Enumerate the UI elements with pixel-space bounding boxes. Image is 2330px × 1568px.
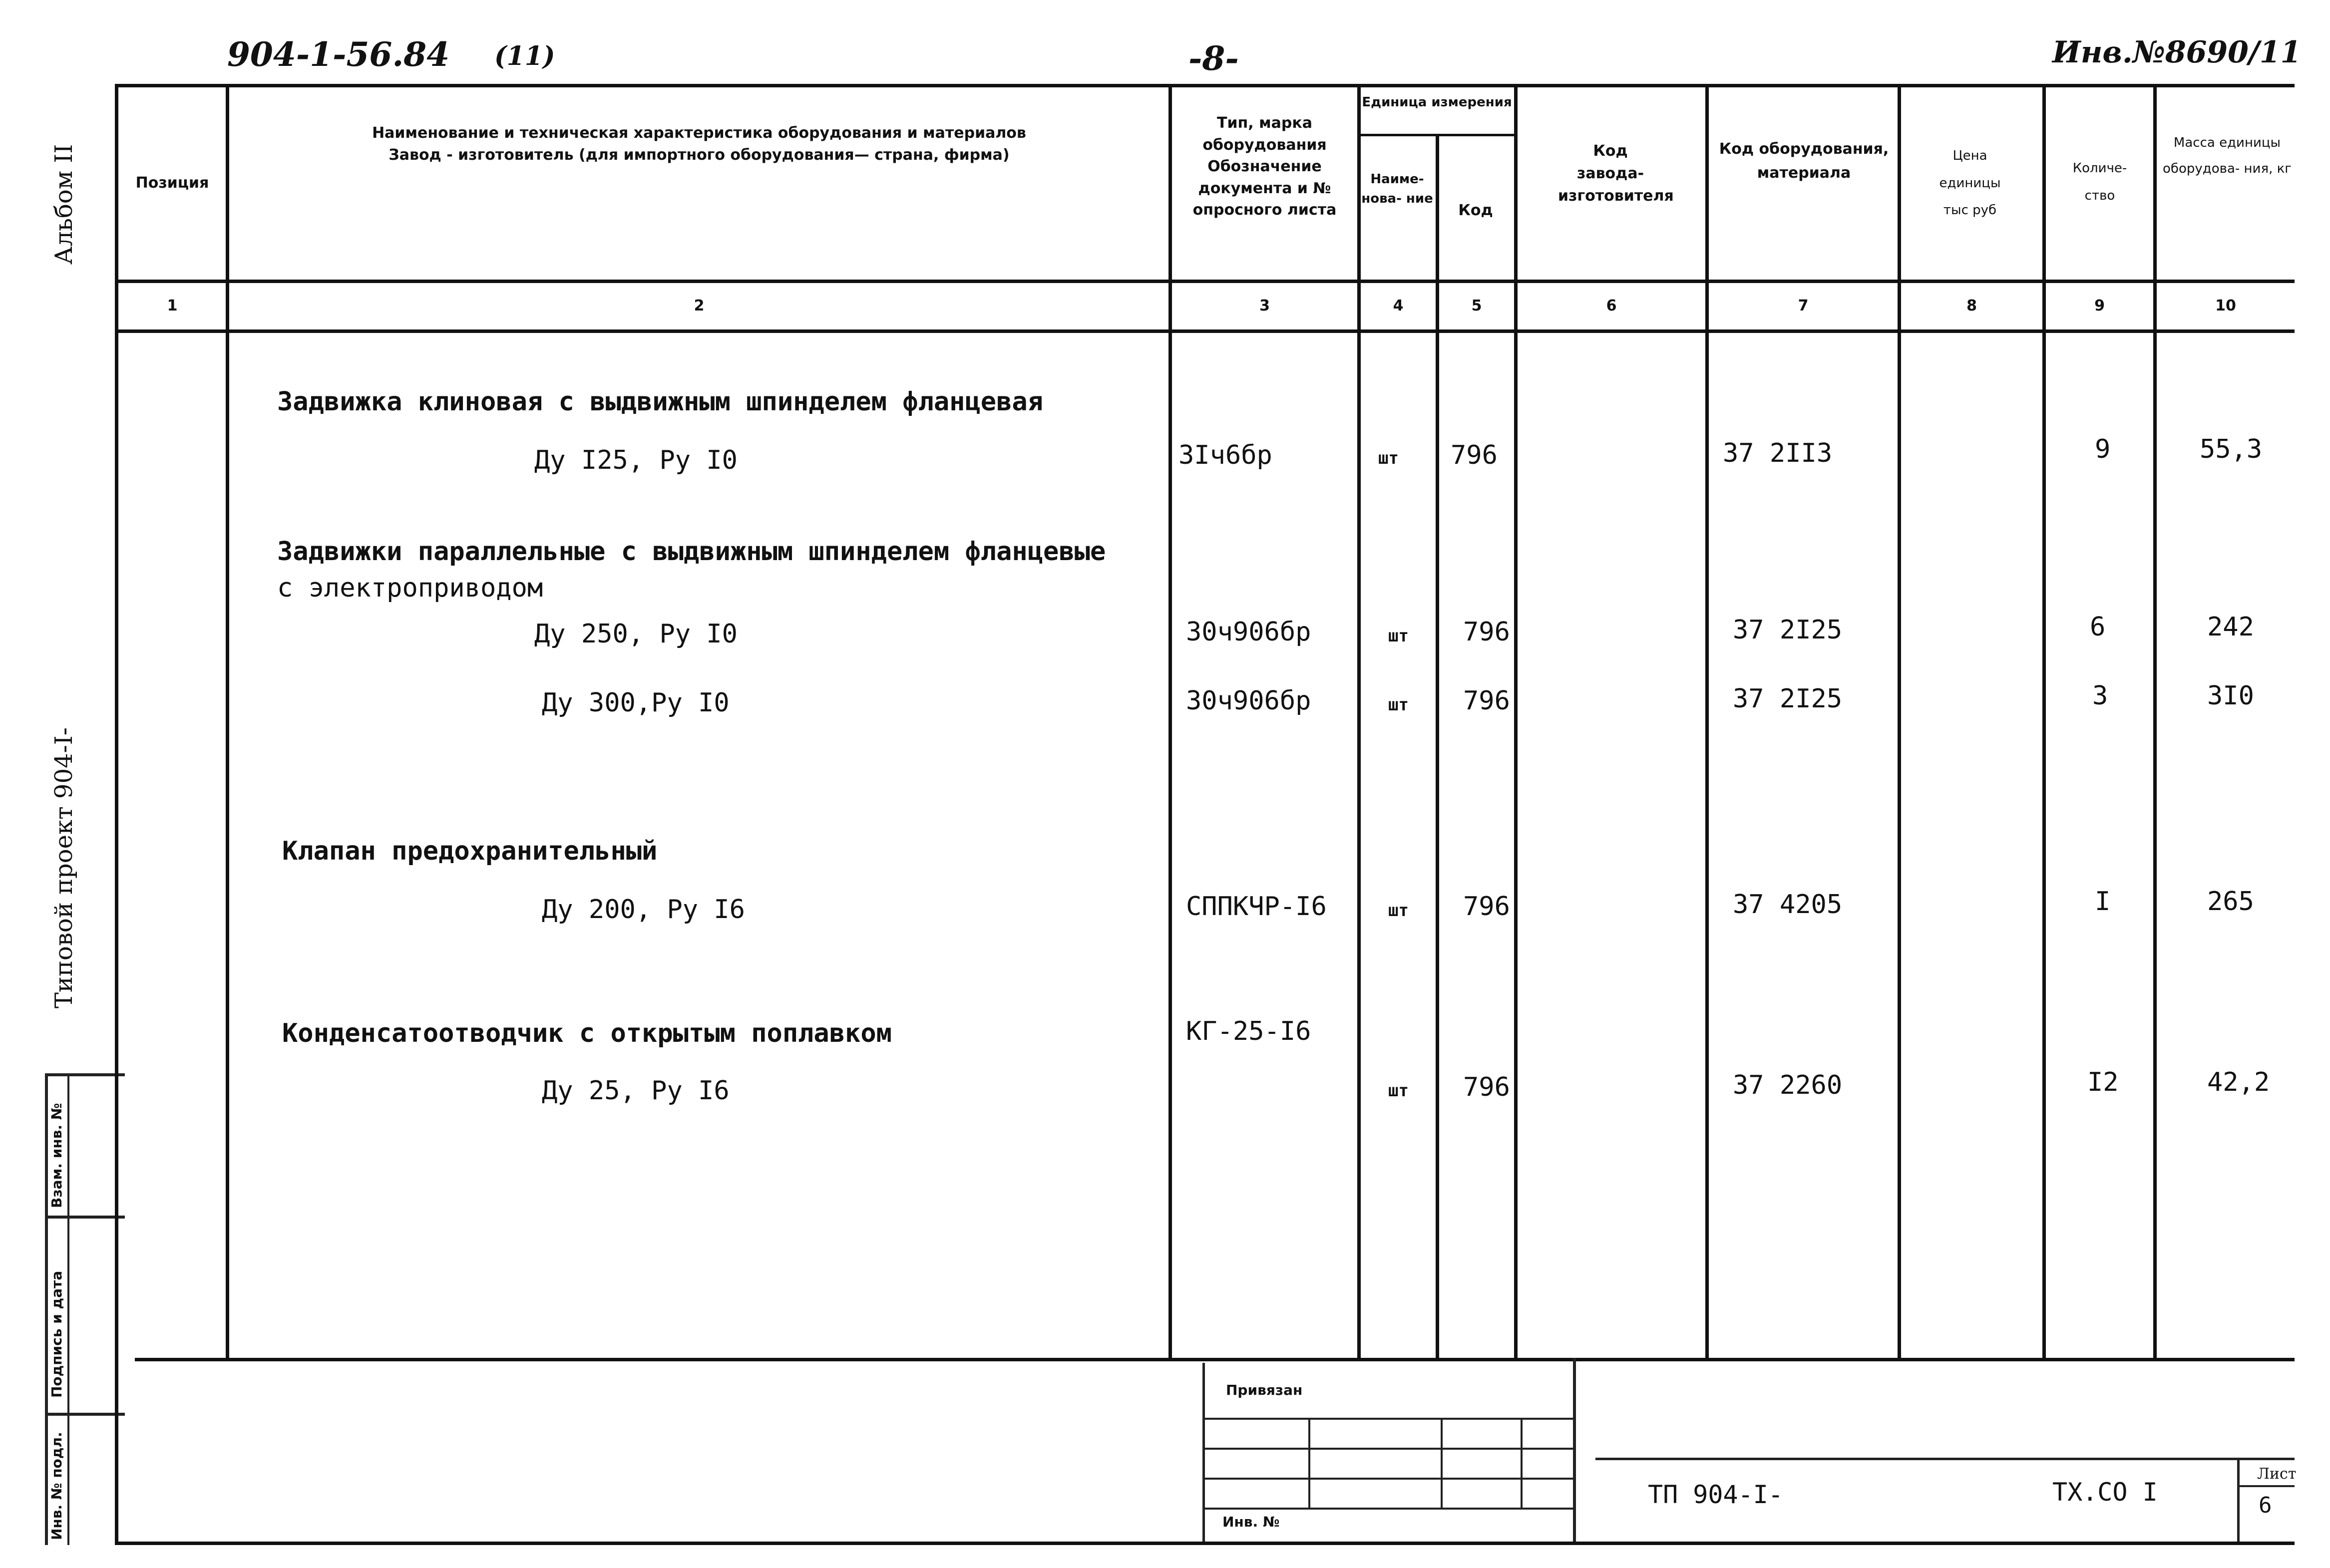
document-code: 904-1-56.84 [227,35,450,74]
column-number-6: 6 [1606,297,1617,314]
item-type: КГ-25-I6 [1186,1016,1311,1046]
header-unit-group-label: Единица измерения [1362,95,1512,110]
colnum-bottom-border [115,329,2295,333]
header-name: Наименование и техническая характеристика оборудования и материалов Завод - изготовитель (для импортного оборудования— страна, фирма) [372,124,1026,164]
stamp-bound-label: Привязан [1226,1382,1303,1398]
column-number-8: 8 [1966,297,1977,314]
item-unit-code: 796 [1463,1072,1510,1102]
item-unit: шт [1388,1081,1409,1101]
item-unit-code: 796 [1463,892,1510,922]
item-type: 3Iч6бр [1178,440,1272,470]
item-quantity: 6 [2090,612,2106,642]
item-title-safety-valve: Клапан предохранительный [282,836,658,866]
page-number: -8- [1188,39,1239,78]
item-mass: 242 [2207,612,2254,642]
table-top-border [115,84,2295,87]
stamp-document-code: ТП 904-I- [1648,1480,1783,1509]
item-material-code: 37 4205 [1733,890,1843,920]
item-quantity: I2 [2087,1067,2119,1097]
item-mass: 55,3 [2200,434,2263,464]
item-title-condensate-trap: Конденсатоотводчик с открытым поплавком [282,1018,892,1048]
item-title-gate-valve: Задвижка клиновая с выдвижным шпинделем фланцевая [277,387,1044,417]
item-unit: шт [1388,626,1409,646]
inventory-number: Инв.№8690/11 [2052,35,2302,70]
item-mass: 3I0 [2207,681,2254,711]
column-number-9: 9 [2094,297,2105,314]
original-inventory-box: Инв. № подл. [48,1432,65,1540]
item-title-parallel-valves: Задвижки параллельные с выдвижным шпинделем фланцевые [277,537,1106,567]
replacement-inventory-box: Взам. инв. № [48,1103,65,1208]
item-quantity: 3 [2092,681,2108,711]
header-quantity: Количе- ство [2072,161,2127,203]
column-number-1: 1 [167,297,178,314]
table-left-border [115,84,118,1545]
column-number-3: 3 [1259,297,1270,314]
body-bottom-border [135,1358,2295,1361]
header-unit-name: Наиме- нова- ние [1361,172,1433,206]
column-number-10: 10 [2215,297,2236,314]
column-number-4: 4 [1393,297,1404,314]
stamp-inventory-label: Инв. № [1222,1514,1280,1530]
item-name: Ду I25, Ру I0 [534,445,738,475]
item-material-code: 37 2I25 [1733,615,1843,645]
item-material-code: 37 2II3 [1723,438,1833,468]
item-name: Ду 200, Ру I6 [542,895,745,925]
album-label: Альбом II [50,144,78,265]
item-name: Ду 300,Ру I0 [542,688,730,718]
item-type: 30ч906бр [1186,686,1311,716]
column-number-2: 2 [694,297,705,314]
item-unit-code: 796 [1463,617,1510,647]
item-title-continuation: с электроприводом [277,573,543,603]
item-quantity: 9 [2095,434,2111,464]
header-price: Цена единицы тыс руб [1939,148,2001,218]
item-unit: шт [1388,901,1409,921]
header-mass: Масса единицы оборудова- ния, кг [2163,135,2292,176]
header-factory-code: Код завода- изготовителя [1558,142,1674,205]
header-material-code: Код оборудования, материала [1719,140,1889,182]
item-unit: шт [1388,695,1409,715]
header-unit-code: Код [1458,202,1493,219]
document-subcode: (11) [494,41,555,71]
item-type: СППКЧР-I6 [1186,892,1327,922]
header-position: Позиция [135,174,209,192]
stamp-binding-box [1202,1363,1205,1542]
side-box-outline [45,1073,48,1545]
item-unit-code: 796 [1463,686,1510,716]
project-label: Типовой проект 904-I- [50,727,78,1008]
header-bottom-border [115,280,2295,283]
item-unit: шт [1378,448,1399,468]
item-material-code: 37 2I25 [1733,684,1843,714]
item-mass: 42,2 [2207,1067,2270,1097]
item-type: 30ч906бр [1186,617,1311,647]
stamp-sheet-label: Лист [2257,1465,2297,1483]
item-quantity: I [2095,887,2111,917]
column-number-7: 7 [1798,297,1809,314]
item-name: Ду 25, Ру I6 [542,1076,730,1106]
item-unit-code: 796 [1451,440,1498,470]
header-type: Тип, марка оборудования Обозначение документа и № опросного листа [1192,114,1337,219]
signature-date-box: Подпись и дата [48,1270,65,1398]
stamp-sheet-number: 6 [2259,1493,2272,1518]
column-number-5: 5 [1471,297,1482,314]
item-mass: 265 [2207,887,2254,917]
stamp-mark: ТХ.СО I [2052,1478,2158,1507]
item-material-code: 37 2260 [1733,1070,1843,1100]
item-name: Ду 250, Ру I0 [534,619,738,649]
page-bottom-border [115,1542,2295,1545]
